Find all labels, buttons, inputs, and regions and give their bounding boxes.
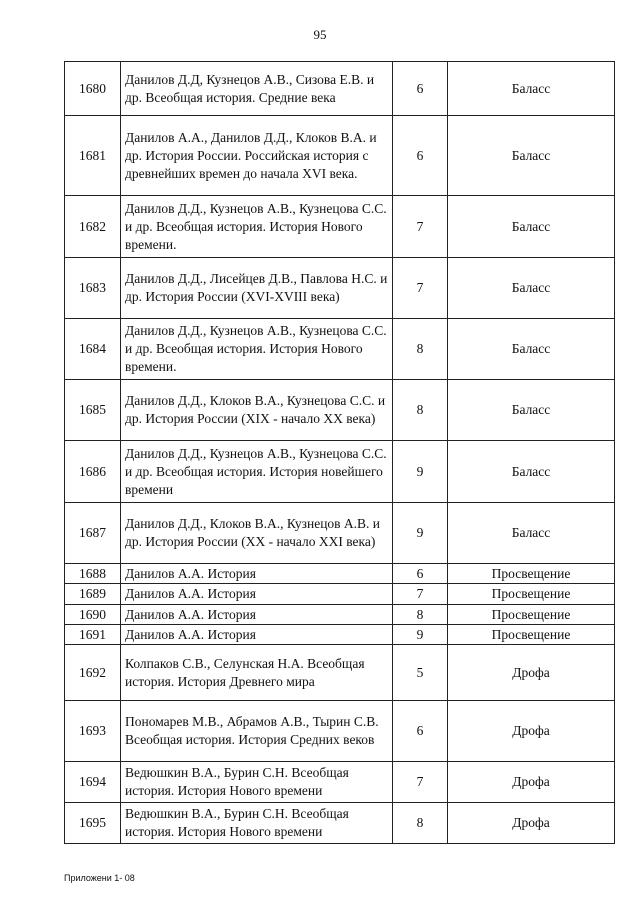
table-row [65,584,615,605]
table-row [65,62,615,116]
textbook-table [64,61,615,844]
book-title: Пономарев М.В., Абрамов А.В., Тырин С.В. Всеобщая история. История Средних веков [121,701,393,762]
row-number: 1683 [65,258,121,319]
table-row [65,380,615,441]
table-row [65,503,615,564]
book-title: Данилов Д.Д, Кузнецов А.В., Сизова Е.В. и др. Всеобщая история. Средние века [121,62,393,116]
book-title: Ведюшкин В.А., Бурин С.Н. Всеобщая история. История Нового времени [121,762,393,803]
book-title: Данилов А.А. История [121,564,393,584]
grade: 5 [393,645,448,701]
page-number: 95 [313,27,327,42]
grade: 9 [393,441,448,503]
book-title: Ведюшкин В.А., Бурин С.Н. Всеобщая история. История Нового времени [121,803,393,844]
publisher: Дрофа [448,762,615,803]
table-body [65,62,615,844]
grade: 7 [393,762,448,803]
table-row [65,319,615,380]
publisher: Баласс [448,258,615,319]
row-number: 1693 [65,701,121,762]
publisher: Баласс [448,116,615,196]
publisher: Баласс [448,319,615,380]
row-number: 1690 [65,605,121,625]
row-number: 1684 [65,319,121,380]
grade: 6 [393,116,448,196]
grade: 9 [393,503,448,564]
grade: 8 [393,803,448,844]
table-row [65,625,615,645]
row-number: 1687 [65,503,121,564]
row-number: 1681 [65,116,121,196]
publisher: Дрофа [448,803,615,844]
grade: 8 [393,319,448,380]
grade: 8 [393,605,448,625]
publisher: Просвещение [448,584,615,605]
publisher: Просвещение [448,605,615,625]
row-number: 1694 [65,762,121,803]
publisher: Просвещение [448,564,615,584]
table-row [65,258,615,319]
grade: 6 [393,701,448,762]
grade: 7 [393,584,448,605]
table-row [65,441,615,503]
grade: 6 [393,62,448,116]
publisher: Баласс [448,196,615,258]
publisher: Баласс [448,62,615,116]
table-row [65,564,615,584]
publisher: Дрофа [448,645,615,701]
book-title: Данилов А.А. История [121,605,393,625]
row-number: 1691 [65,625,121,645]
table-row [65,803,615,844]
footer-note: Приложени 1- 08 [64,873,135,883]
row-number: 1685 [65,380,121,441]
publisher: Баласс [448,441,615,503]
row-number: 1692 [65,645,121,701]
publisher: Просвещение [448,625,615,645]
book-title: Данилов Д.Д., Кузнецов А.В., Кузнецова С.С. и др. Всеобщая история. История Нового времени. [121,319,393,380]
grade: 9 [393,625,448,645]
publisher: Баласс [448,380,615,441]
book-title: Данилов Д.Д., Клоков В.А., Кузнецов А.В. и др. История России (XX - начало XXI века) [121,503,393,564]
grade: 7 [393,258,448,319]
publisher: Дрофа [448,701,615,762]
book-title: Данилов Д.Д., Клоков В.А., Кузнецова С.С. и др. История России (XIX - начало XX века) [121,380,393,441]
row-number: 1682 [65,196,121,258]
table-row [65,762,615,803]
publisher: Баласс [448,503,615,564]
table-row [65,196,615,258]
book-title: Данилов Д.Д., Кузнецов А.В., Кузнецова С.С. и др. Всеобщая история. История Нового времени. [121,196,393,258]
row-number: 1680 [65,62,121,116]
book-title: Данилов А.А. История [121,584,393,605]
table-row [65,701,615,762]
grade: 6 [393,564,448,584]
book-title: Данилов А.А., Данилов Д.Д., Клоков В.А. и др. История России. Российская история с древнейших времен до начала XVI века. [121,116,393,196]
row-number: 1686 [65,441,121,503]
row-number: 1689 [65,584,121,605]
table-row [65,116,615,196]
row-number: 1688 [65,564,121,584]
book-title: Данилов Д.Д., Кузнецов А.В., Кузнецова С.С. и др. Всеобщая история. История новейшего времени [121,441,393,503]
book-title: Данилов А.А. История [121,625,393,645]
grade: 8 [393,380,448,441]
row-number: 1695 [65,803,121,844]
table-row [65,605,615,625]
grade: 7 [393,196,448,258]
book-title: Колпаков С.В., Селунская Н.А. Всеобщая история. История Древнего мира [121,645,393,701]
table-row [65,645,615,701]
book-title: Данилов Д.Д., Лисейцев Д.В., Павлова Н.С. и др. История России (XVI-XVIII века) [121,258,393,319]
